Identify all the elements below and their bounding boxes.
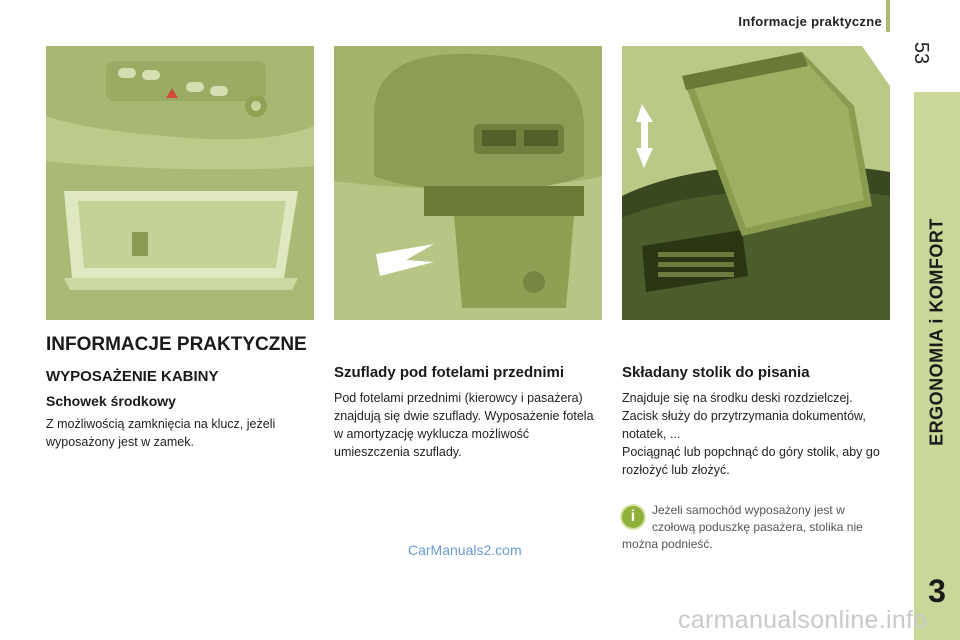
central-storage-text: Z możliwością zamknięcia na klucz, jeżeli wyposażony jest w zamek.: [46, 417, 276, 449]
main-title: INFORMACJE PRAKTYCZNE: [46, 334, 307, 355]
info-note-text: Jeżeli samochód wyposażony jest w czołową poduszkę pasażera, stolika nie można podnieść.: [622, 503, 863, 551]
column-folding-table: [622, 364, 892, 479]
page-number: 53: [910, 41, 932, 65]
info-note: [622, 502, 884, 553]
central-storage-heading: Schowek środkowy: [46, 393, 176, 409]
folding-table-text-3: Pociągnąć lub popchnąć do góry stolik, aby go rozłożyć lub złożyć.: [622, 445, 880, 477]
chapter-tab-label: ERGONOMIA i KOMFORT: [926, 218, 947, 446]
seat-drawers-text: Pod fotelami przednimi (kierowcy i pasażera) znajdują się dwie szuflady. Wyposażenie fotela w amortyzację wyklucza możliwość umieszczenia szuflady.: [334, 391, 594, 459]
header-section-title: Informacje praktyczne: [738, 14, 882, 29]
photo-central-storage: [46, 46, 314, 320]
folding-table-text-1: Znajduje się na środku deski rozdzielczej.: [622, 391, 853, 405]
watermark-carmanuals2[interactable]: CarManuals2.com: [408, 542, 522, 558]
photo-folding-table: [622, 46, 890, 320]
seat-drawers-heading: Szuflady pod fotelami przednimi: [334, 364, 565, 381]
watermark-carmanualsonline[interactable]: carmanualsonline.info: [678, 606, 928, 634]
column-cabin-equipment: [46, 334, 316, 451]
header-rule: [886, 0, 890, 32]
chapter-number: 3: [928, 573, 946, 609]
info-icon: i: [622, 506, 644, 528]
column-seat-drawers: [334, 364, 606, 461]
folding-table-text-2: Zacisk służy do przytrzymania dokumentów, notatek, ...: [622, 409, 866, 441]
photo-seat-drawer: [334, 46, 602, 320]
folding-table-heading: Składany stolik do pisania: [622, 364, 810, 381]
chapter-side-tab: [914, 92, 960, 640]
cabin-equipment-heading: WYPOSAŻENIE KABINY: [46, 368, 219, 385]
